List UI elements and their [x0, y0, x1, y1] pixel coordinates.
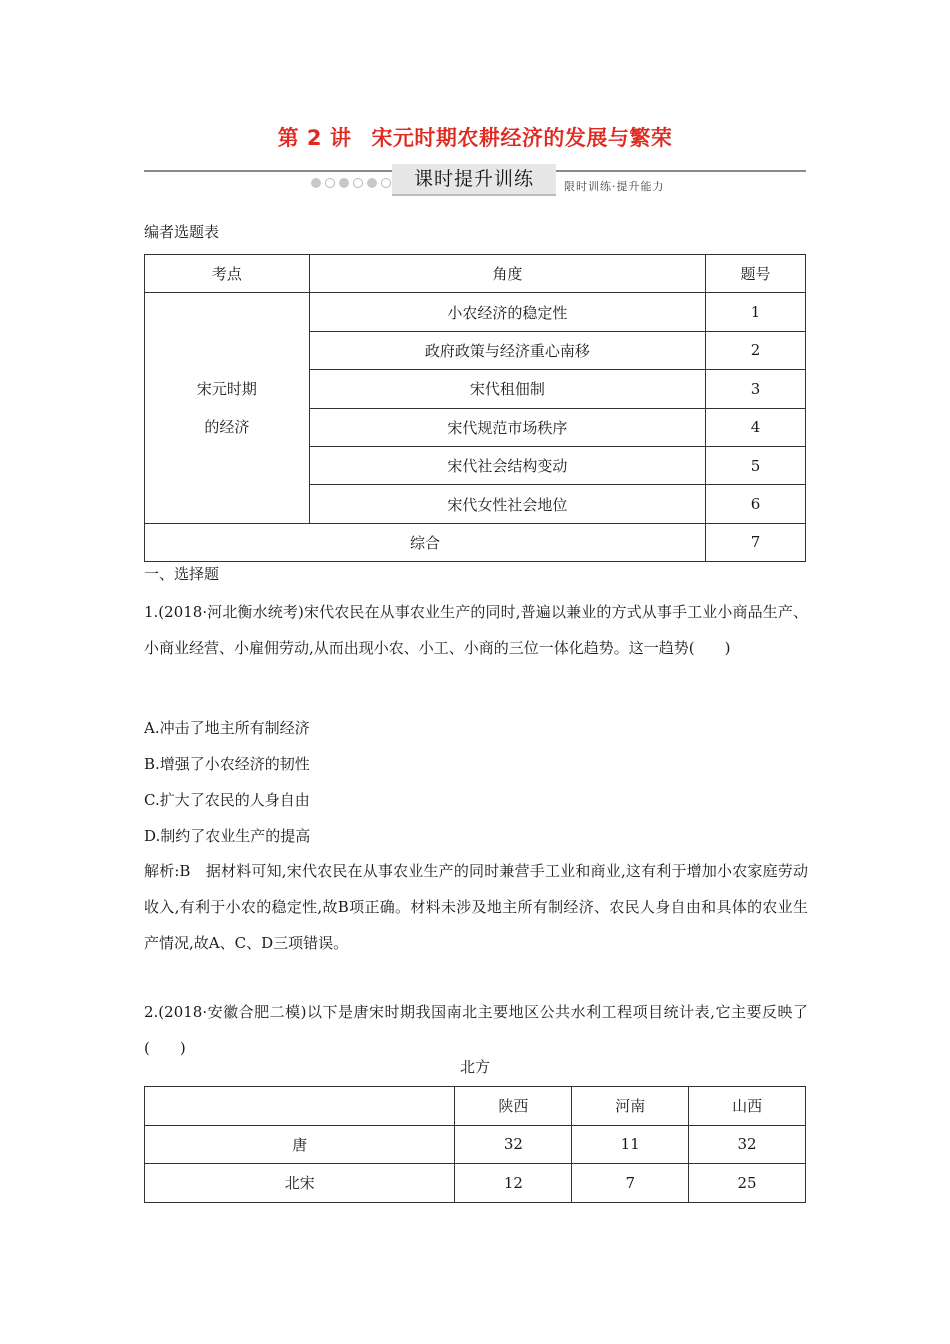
section-heading: 一、选择题: [144, 565, 220, 583]
topic-cell: 宋元时期 的经济: [145, 293, 310, 523]
value-cell: 11: [572, 1125, 689, 1164]
number-cell: 4: [706, 408, 806, 446]
angle-cell: 宋代租佃制: [309, 370, 705, 408]
table-row: [145, 1125, 806, 1164]
table-header-row: [145, 255, 806, 293]
question-1-stem: 1.(2018·河北衡水统考)宋代农民在从事农业生产的同时,普遍以兼业的方式从事手工业小商品生产、小商业经营、小雇佣劳动,从而出现小农、小工、小商的三位一体化趋势。这一趋势( ): [144, 603, 808, 657]
row-label: 唐: [145, 1125, 455, 1164]
angle-cell: 宋代社会结构变动: [309, 446, 705, 484]
summary-cell: 综合: [145, 523, 706, 561]
number-cell: 7: [706, 523, 806, 561]
table-header-row: [145, 1087, 806, 1126]
selection-table: [144, 254, 806, 562]
value-cell: 32: [455, 1125, 572, 1164]
banner-subtitle: 限时训练·提升能力: [564, 180, 665, 193]
header-cell: 陕西: [455, 1087, 572, 1126]
table-row: [145, 1164, 806, 1203]
north-table-title: 北方: [459, 1058, 490, 1076]
header-cell: 河南: [572, 1087, 689, 1126]
question-1-option-b: B.增强了小农经济的韧性: [144, 755, 310, 773]
header-cell: [145, 1087, 455, 1126]
header-cell: 角度: [309, 255, 705, 293]
number-cell: 6: [706, 485, 806, 523]
header-cell: 山西: [689, 1087, 806, 1126]
row-label: 北宋: [145, 1164, 455, 1203]
table-row: [145, 523, 806, 561]
selection-table-label: 编者选题表: [144, 223, 220, 241]
angle-cell: 小农经济的稳定性: [309, 293, 705, 331]
number-cell: 5: [706, 446, 806, 484]
header-cell: 考点: [145, 255, 310, 293]
angle-cell: 政府政策与经济重心南移: [309, 331, 705, 369]
question-2-stem: 2.(2018·安徽合肥二模)以下是唐宋时期我国南北主要地区公共水利工程项目统计表,它主要反映了( ): [144, 1003, 808, 1057]
question-1-option-c: C.扩大了农民的人身自由: [144, 791, 310, 809]
number-cell: 2: [706, 331, 806, 369]
page-title: 第 2 讲 宋元时期农耕经济的发展与繁荣: [277, 126, 673, 150]
angle-cell: 宋代女性社会地位: [309, 485, 705, 523]
value-cell: 7: [572, 1164, 689, 1203]
header-cell: 题号: [706, 255, 806, 293]
value-cell: 32: [689, 1125, 806, 1164]
angle-cell: 宋代规范市场秩序: [309, 408, 705, 446]
value-cell: 12: [455, 1164, 572, 1203]
question-1-option-d: D.制约了农业生产的提高: [144, 827, 311, 845]
table-row: [145, 293, 806, 331]
number-cell: 3: [706, 370, 806, 408]
question-1-analysis: 解析:B 据材料可知,宋代农民在从事农业生产的同时兼营手工业和商业,这有利于增加小农家庭劳动收入,有利于小农的稳定性,故B项正确。材料未涉及地主所有制经济、农民人身自由和具体的农业生产情况,故A、C、D三项错误。: [144, 862, 808, 952]
value-cell: 25: [689, 1164, 806, 1203]
question-1-option-a: A.冲击了地主所有制经济: [144, 719, 310, 737]
banner-title: 课时提升训练: [392, 164, 556, 196]
north-water-table: [144, 1086, 806, 1203]
number-cell: 1: [706, 293, 806, 331]
